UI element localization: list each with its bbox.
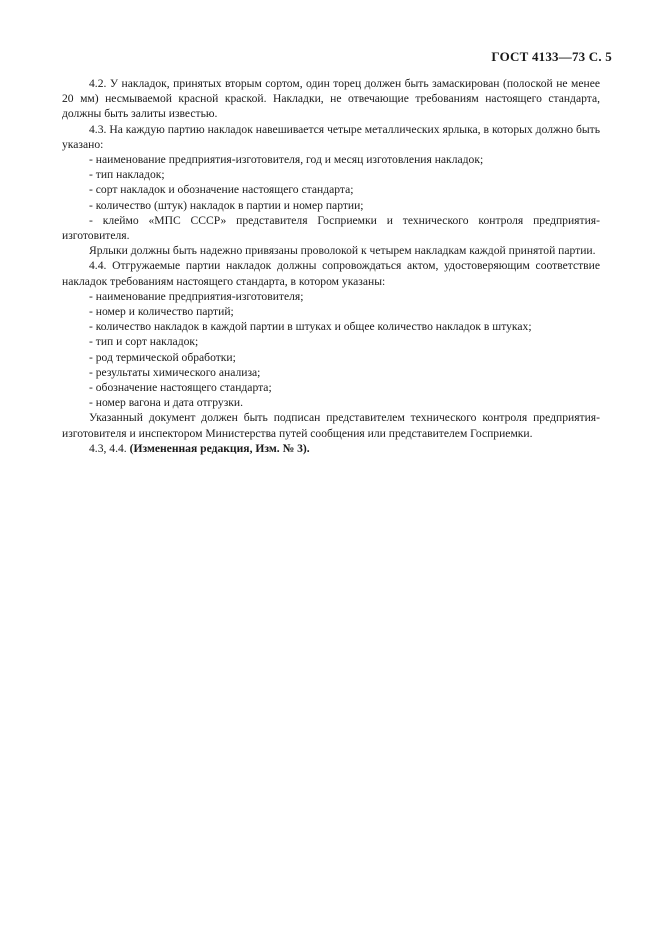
list-item: - сорт накладок и обозначение настоящего стандарта; <box>89 183 354 197</box>
list-item: - номер вагона и дата отгрузки. <box>89 396 244 410</box>
paragraph-4-3-closing: Ярлыки должны быть надежно привязаны проволокой к четырем накладкам каждой принятой партии. <box>89 244 596 258</box>
document-body <box>62 76 600 456</box>
amendment-label: (Измененная редакция, Изм. № 3). <box>129 441 310 455</box>
paragraph-4-4-intro: 4.4. Отгружаемые партии накладок должны сопровождаться актом, удостоверяющим соответствие накладок требованиям настоящего стандарта, в котором указаны: <box>62 259 600 288</box>
paragraph-4-4-closing: Указанный документ должен быть подписан представителем технического контроля предприятия-изготовителя и инспектором Министерства путей сообщения или представителем Госприемки. <box>62 411 600 440</box>
paragraph-4-2: 4.2. У накладок, принятых вторым сортом, один торец должен быть замаскирован (полоской не менее 20 мм) несмываемой красной краской. Накладки, не отвечающие требованиям настоящего стандарта, должны быть залиты известью. <box>62 77 600 121</box>
list-item: - наименование предприятия-изготовителя, год и месяц изготовления накладок; <box>89 153 484 167</box>
page-header: ГОСТ 4133—73 С. 5 <box>491 49 612 64</box>
list-item: - клеймо «МПС СССР» представителя Госприемки и технического контроля предприятия-изготовителя. <box>62 213 600 243</box>
list-item: - количество накладок в каждой партии в штуках и общее количество накладок в штуках; <box>89 320 532 334</box>
list-item: - номер и количество партий; <box>89 305 234 319</box>
list-item: - тип накладок; <box>89 168 165 182</box>
list-item: - обозначение настоящего стандарта; <box>89 381 272 395</box>
list-item: - тип и сорт накладок; <box>89 335 199 349</box>
list-item: - род термической обработки; <box>89 350 236 364</box>
amendment-note <box>62 441 600 456</box>
amendment-prefix: 4.3, 4.4. <box>89 441 130 455</box>
list-item: - результаты химического анализа; <box>89 365 261 379</box>
list-item: - наименование предприятия-изготовителя; <box>89 289 304 303</box>
list-item: - количество (штук) накладок в партии и номер партии; <box>89 198 364 212</box>
paragraph-4-3-intro: 4.3. На каждую партию накладок навешивается четыре металлических ярлыка, в которых должно быть указано: <box>62 122 600 151</box>
